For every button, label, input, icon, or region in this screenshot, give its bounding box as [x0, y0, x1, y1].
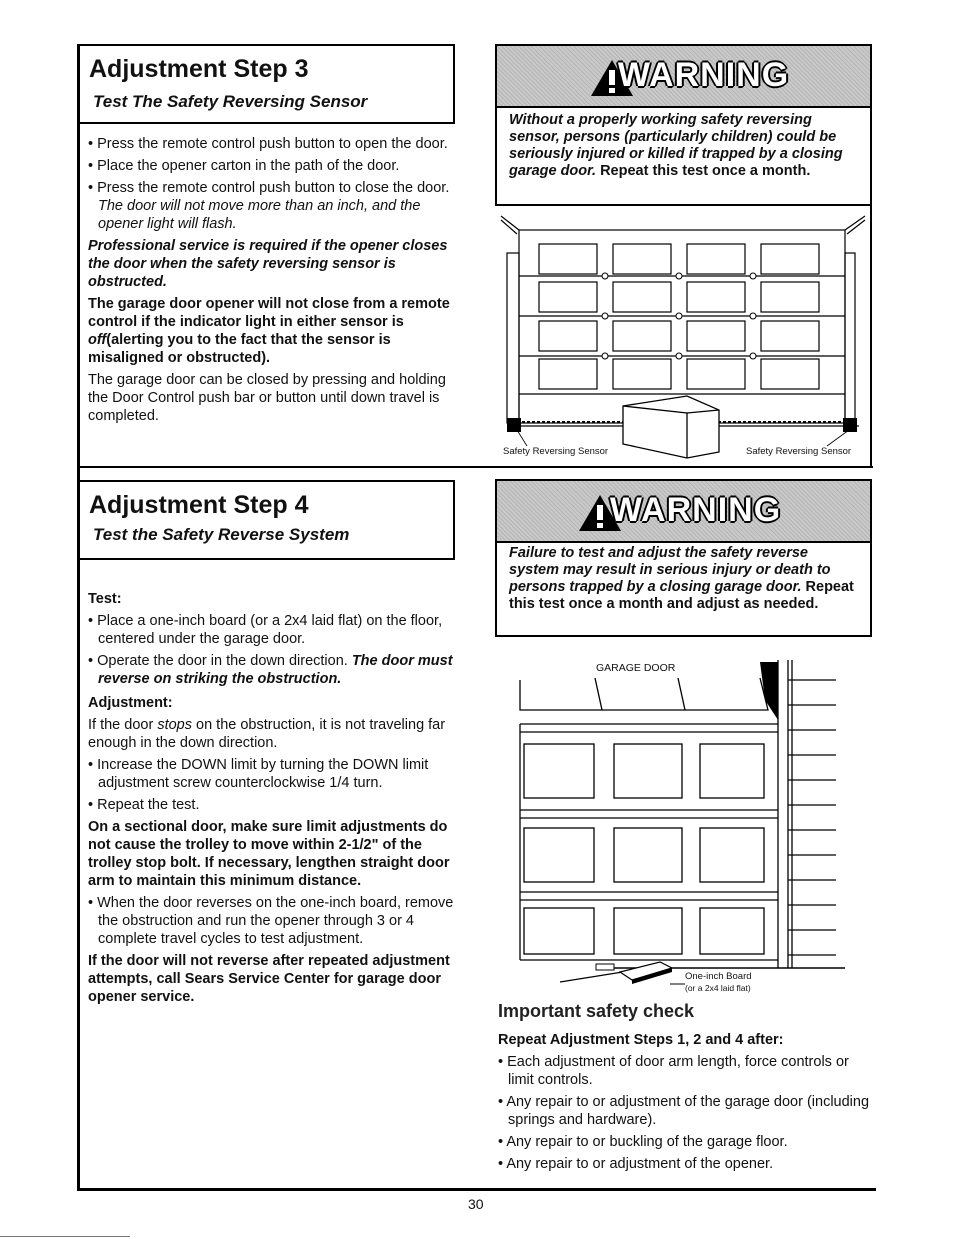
footer-rule — [0, 1236, 130, 1237]
step3-header-box — [77, 44, 455, 124]
step3-bullet-3-text: Press the remote control push button to close the door. — [97, 180, 450, 196]
step3-subtitle: Test The Safety Reversing Sensor — [93, 92, 368, 111]
step4-test-bullet-2-text: Operate the door in the down direction. — [97, 653, 348, 669]
step4-adj-bullet-2: • Repeat the test. — [88, 796, 460, 814]
step4-test-bullet-2-bi: The door must reverse on striking the obstruction. — [98, 653, 453, 687]
step4-adj-p1: If the door — [88, 717, 158, 733]
step4-test-bullet-2 — [88, 652, 460, 688]
step3-pro-service: Professional service is required if the opener closes the door when the safety reversing sensor is obstructed. — [88, 238, 448, 290]
warning-box-2 — [495, 479, 872, 637]
step3-title: Adjustment Step 3 — [89, 55, 309, 83]
fig1-left-label: Safety Reversing Sensor — [503, 446, 609, 457]
step4-service-note: If the door will not reverse after repeated adjustment attempts, call Sears Service Center for garage door opener service. — [88, 953, 450, 1005]
warning-word-2: WARNING — [609, 491, 782, 529]
warning-text-2 — [509, 545, 860, 613]
fig1-right-label: Safety Reversing Sensor — [746, 446, 852, 457]
step4-test-heading: Test: — [88, 591, 122, 607]
safety-check-body — [498, 1031, 870, 1177]
step4-body — [88, 590, 460, 1010]
step3-paragraph: The garage door can be closed by pressing and holding the Door Control push bar or button until down travel is completed. — [88, 372, 446, 424]
step4-title: Adjustment Step 4 — [89, 491, 309, 519]
step3-bullet-3 — [88, 179, 456, 233]
step3-bold-note-text: The garage door opener will not close from a remote control if the indicator light in either sensor is — [88, 296, 450, 330]
warning-word-1: WARNING — [617, 56, 790, 94]
step4-sectional-note: On a sectional door, make sure limit adjustments do not cause the trolley to move within 2-1/2" of the trolley stop bolt. If necessary, lengthen straight door arm to maintain this minimum distance. — [88, 819, 450, 889]
safety-item: • Any repair to or buckling of the garage floor. — [498, 1133, 870, 1151]
warning-box-1 — [495, 44, 872, 206]
step4-adj-end: on the obstruction, it is not traveling far enough in the down direction. — [88, 717, 446, 751]
warning-2-bold: Repeat this test once a month and adjust as needed. — [509, 579, 854, 612]
warning-2-italic: Failure to test and adjust the safety reverse system may result in serious injury or death to persons trapped by a closing garage door. — [509, 545, 831, 595]
step3-body — [88, 135, 456, 429]
garage-door-sensor-figure — [497, 208, 869, 464]
safety-item: • Any repair to or adjustment of the garage door (including springs and hardware). — [498, 1093, 870, 1129]
fig2-board-sublabel: (or a 2x4 laid flat) — [685, 983, 751, 993]
mid-divider-line — [77, 466, 873, 468]
step4-adj-stops: stops — [157, 717, 192, 733]
safety-check-heading: Important safety check — [498, 1001, 695, 1021]
step4-adj-bullet-1: • Increase the DOWN limit by turning the DOWN limit adjustment screw counterclockwise 1/4 turn. — [88, 756, 460, 792]
step4-adj-bullet-3: • When the door reverses on the one-inch board, remove the obstruction and run the opener through 3 or 4 complete travel cycles to test adjustment. — [88, 894, 460, 948]
step3-bold-note-end: (alerting you to the fact that the sensor is misaligned or obstructed). — [88, 332, 391, 366]
safety-item: • Any repair to or adjustment of the opener. — [498, 1155, 870, 1173]
safety-check-sub: Repeat Adjustment Steps 1, 2 and 4 after: — [498, 1032, 784, 1048]
step4-adjustment-para — [88, 716, 460, 752]
bottom-frame-line — [77, 1188, 876, 1191]
step3-bullet-3-italic: The door will not move more than an inch, and the opener light will flash. — [98, 198, 421, 232]
warning-text-1 — [509, 112, 860, 180]
step3-bullet-1: • Press the remote control push button to open the door. — [88, 135, 456, 153]
step4-adjustment-heading: Adjustment: — [88, 695, 173, 711]
fig2-board-label: One-inch Board — [685, 971, 752, 982]
step4-subtitle: Test the Safety Reverse System — [93, 525, 350, 544]
step3-bullet-2: • Place the opener carton in the path of the door. — [88, 157, 456, 175]
step3-bold-note-off: off — [88, 332, 107, 348]
left-frame-line — [77, 44, 80, 1191]
fig2-garage-door-label: GARAGE DOOR — [596, 662, 676, 674]
garage-door-board-figure — [510, 660, 855, 1000]
step4-header-box — [77, 480, 455, 560]
step3-bold-note — [88, 295, 456, 367]
page-number: 30 — [468, 1196, 484, 1212]
safety-item: • Each adjustment of door arm length, force controls or limit controls. — [498, 1053, 870, 1089]
warning-1-italic: Without a properly working safety reversing sensor, persons (particularly children) could be seriously injured or killed if trapped by a closing garage door. — [509, 112, 843, 179]
warning-1-bold: Repeat this test once a month. — [600, 163, 811, 179]
step4-test-bullet-1: • Place a one-inch board (or a 2x4 laid flat) on the floor, centered under the garage door. — [88, 612, 460, 648]
